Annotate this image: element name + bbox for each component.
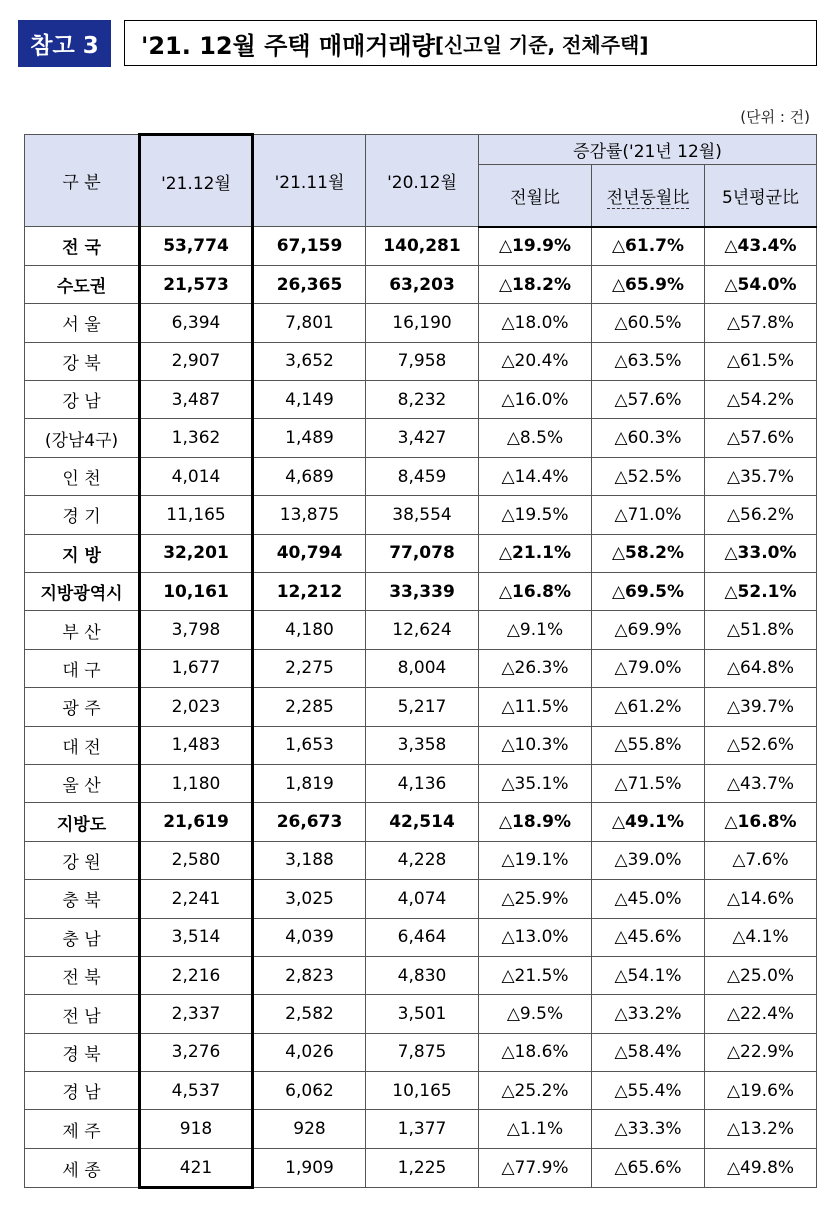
value-2112-cell: 2,241: [140, 880, 253, 918]
region-cell: 수도권: [25, 265, 140, 303]
five-year-avg-cell: △57.6%: [705, 419, 817, 457]
table-row: [25, 1148, 817, 1187]
value-2111-cell: 4,149: [253, 381, 366, 419]
mom-rate-cell: △9.1%: [479, 611, 592, 649]
value-2112-cell: 1,483: [140, 726, 253, 764]
value-2112-cell: 3,276: [140, 1033, 253, 1071]
mom-rate-cell: △8.5%: [479, 419, 592, 457]
value-2111-cell: 26,673: [253, 803, 366, 841]
header-yoy: [592, 165, 705, 227]
table-row: [25, 688, 817, 726]
value-2111-cell: 4,180: [253, 611, 366, 649]
five-year-avg-cell: △16.8%: [705, 803, 817, 841]
reference-tag: 참고 3: [18, 20, 111, 67]
five-year-avg-cell: △25.0%: [705, 956, 817, 994]
mom-rate-cell: △20.4%: [479, 342, 592, 380]
header-2112: '21.12월: [140, 135, 253, 227]
mom-rate-cell: △14.4%: [479, 457, 592, 495]
value-2111-cell: 13,875: [253, 496, 366, 534]
mom-rate-cell: △19.9%: [479, 227, 592, 266]
five-year-avg-cell: △7.6%: [705, 841, 817, 879]
value-2112-cell: 11,165: [140, 496, 253, 534]
value-2012-cell: 6,464: [366, 918, 479, 956]
table-row: [25, 381, 817, 419]
value-2111-cell: 2,275: [253, 649, 366, 687]
value-2111-cell: 928: [253, 1110, 366, 1148]
region-cell: 전 국: [25, 227, 140, 266]
value-2012-cell: 3,501: [366, 995, 479, 1033]
mom-rate-cell: △16.8%: [479, 573, 592, 611]
value-2012-cell: 63,203: [366, 265, 479, 303]
mom-rate-cell: △18.6%: [479, 1033, 592, 1071]
value-2112-cell: 21,573: [140, 265, 253, 303]
value-2012-cell: 10,165: [366, 1072, 479, 1110]
table-body: [25, 227, 817, 1188]
five-year-avg-cell: △22.4%: [705, 995, 817, 1033]
value-2012-cell: 7,875: [366, 1033, 479, 1071]
value-2012-cell: 16,190: [366, 304, 479, 342]
region-cell: 충 남: [25, 918, 140, 956]
value-2112-cell: 3,487: [140, 381, 253, 419]
yoy-rate-cell: △57.6%: [592, 381, 705, 419]
table-row: [25, 611, 817, 649]
mom-rate-cell: △25.9%: [479, 880, 592, 918]
mom-rate-cell: △10.3%: [479, 726, 592, 764]
table-row: [25, 1033, 817, 1071]
region-cell: 전 남: [25, 995, 140, 1033]
value-2012-cell: 7,958: [366, 342, 479, 380]
table-row: [25, 265, 817, 303]
yoy-rate-cell: △69.9%: [592, 611, 705, 649]
five-year-avg-cell: △54.2%: [705, 381, 817, 419]
mom-rate-cell: △16.0%: [479, 381, 592, 419]
header-region: 구 분: [25, 135, 140, 227]
region-cell: 부 산: [25, 611, 140, 649]
value-2012-cell: 8,004: [366, 649, 479, 687]
value-2012-cell: 42,514: [366, 803, 479, 841]
region-cell: 충 북: [25, 880, 140, 918]
value-2112-cell: 2,216: [140, 956, 253, 994]
mom-rate-cell: △77.9%: [479, 1148, 592, 1187]
region-cell: 세 종: [25, 1148, 140, 1187]
yoy-rate-cell: △54.1%: [592, 956, 705, 994]
value-2012-cell: 5,217: [366, 688, 479, 726]
header-mom: 전월比: [479, 165, 592, 227]
five-year-avg-cell: △52.1%: [705, 573, 817, 611]
five-year-avg-cell: △39.7%: [705, 688, 817, 726]
value-2112-cell: 53,774: [140, 227, 253, 266]
five-year-avg-cell: △57.8%: [705, 304, 817, 342]
value-2112-cell: 4,014: [140, 457, 253, 495]
table-row: [25, 227, 817, 266]
value-2111-cell: 6,062: [253, 1072, 366, 1110]
mom-rate-cell: △18.9%: [479, 803, 592, 841]
yoy-rate-cell: △33.2%: [592, 995, 705, 1033]
value-2012-cell: 12,624: [366, 611, 479, 649]
five-year-avg-cell: △22.9%: [705, 1033, 817, 1071]
table-row: [25, 803, 817, 841]
five-year-avg-cell: △13.2%: [705, 1110, 817, 1148]
five-year-avg-cell: △49.8%: [705, 1148, 817, 1187]
value-2111-cell: 4,039: [253, 918, 366, 956]
region-cell: 강 남: [25, 381, 140, 419]
value-2111-cell: 1,819: [253, 764, 366, 802]
table-row: [25, 995, 817, 1033]
value-2111-cell: 1,653: [253, 726, 366, 764]
mom-rate-cell: △25.2%: [479, 1072, 592, 1110]
unit-note: (단위 : 건): [740, 108, 810, 126]
value-2012-cell: 8,232: [366, 381, 479, 419]
five-year-avg-cell: △64.8%: [705, 649, 817, 687]
value-2111-cell: 3,025: [253, 880, 366, 918]
five-year-avg-cell: △54.0%: [705, 265, 817, 303]
title-text: '21. 12월 주택 매매거래량: [141, 31, 435, 60]
table-row: [25, 726, 817, 764]
value-2012-cell: 3,358: [366, 726, 479, 764]
yoy-rate-cell: △69.5%: [592, 573, 705, 611]
value-2111-cell: 3,188: [253, 841, 366, 879]
value-2111-cell: 26,365: [253, 265, 366, 303]
header-5y-avg: 5년평균比: [705, 165, 817, 227]
five-year-avg-cell: △35.7%: [705, 457, 817, 495]
yoy-rate-cell: △52.5%: [592, 457, 705, 495]
region-cell: 대 구: [25, 649, 140, 687]
value-2112-cell: 4,537: [140, 1072, 253, 1110]
value-2012-cell: 33,339: [366, 573, 479, 611]
five-year-avg-cell: △56.2%: [705, 496, 817, 534]
region-cell: 경 남: [25, 1072, 140, 1110]
table-row: [25, 649, 817, 687]
table-row: [25, 573, 817, 611]
region-cell: 제 주: [25, 1110, 140, 1148]
mom-rate-cell: △35.1%: [479, 764, 592, 802]
yoy-rate-cell: △65.9%: [592, 265, 705, 303]
five-year-avg-cell: △19.6%: [705, 1072, 817, 1110]
value-2111-cell: 1,909: [253, 1148, 366, 1187]
mom-rate-cell: △18.2%: [479, 265, 592, 303]
value-2012-cell: 140,281: [366, 227, 479, 266]
region-cell: 서 울: [25, 304, 140, 342]
yoy-rate-cell: △63.5%: [592, 342, 705, 380]
mom-rate-cell: △9.5%: [479, 995, 592, 1033]
header-change-rate: 증감률('21년 12월): [479, 135, 817, 165]
value-2112-cell: 3,514: [140, 918, 253, 956]
mom-rate-cell: △19.5%: [479, 496, 592, 534]
value-2012-cell: 8,459: [366, 457, 479, 495]
yoy-rate-cell: △39.0%: [592, 841, 705, 879]
mom-rate-cell: △26.3%: [479, 649, 592, 687]
yoy-rate-cell: △60.5%: [592, 304, 705, 342]
value-2111-cell: 4,026: [253, 1033, 366, 1071]
region-cell: 경 북: [25, 1033, 140, 1071]
value-2012-cell: 38,554: [366, 496, 479, 534]
table-row: [25, 1072, 817, 1110]
region-cell: 지 방: [25, 534, 140, 572]
table-row: [25, 880, 817, 918]
five-year-avg-cell: △4.1%: [705, 918, 817, 956]
value-2012-cell: 1,377: [366, 1110, 479, 1148]
value-2112-cell: 6,394: [140, 304, 253, 342]
yoy-rate-cell: △61.2%: [592, 688, 705, 726]
table-row: [25, 841, 817, 879]
value-2112-cell: 2,023: [140, 688, 253, 726]
table-row: [25, 419, 817, 457]
yoy-rate-cell: △45.0%: [592, 880, 705, 918]
transaction-table: [24, 133, 817, 1189]
value-2112-cell: 2,580: [140, 841, 253, 879]
table-row: [25, 457, 817, 495]
value-2112-cell: 421: [140, 1148, 253, 1187]
value-2111-cell: 7,801: [253, 304, 366, 342]
mom-rate-cell: △1.1%: [479, 1110, 592, 1148]
mom-rate-cell: △19.1%: [479, 841, 592, 879]
region-cell: 광 주: [25, 688, 140, 726]
yoy-rate-cell: △65.6%: [592, 1148, 705, 1187]
title-subtitle: [신고일 기준, 전체주택]: [434, 32, 649, 57]
mom-rate-cell: △11.5%: [479, 688, 592, 726]
table-row: [25, 764, 817, 802]
value-2112-cell: 2,337: [140, 995, 253, 1033]
value-2112-cell: 21,619: [140, 803, 253, 841]
value-2112-cell: 32,201: [140, 534, 253, 572]
yoy-rate-cell: △33.3%: [592, 1110, 705, 1148]
yoy-rate-cell: △45.6%: [592, 918, 705, 956]
value-2012-cell: 4,228: [366, 841, 479, 879]
value-2111-cell: 1,489: [253, 419, 366, 457]
yoy-rate-cell: △60.3%: [592, 419, 705, 457]
region-cell: 지방광역시: [25, 573, 140, 611]
value-2111-cell: 3,652: [253, 342, 366, 380]
five-year-avg-cell: △52.6%: [705, 726, 817, 764]
value-2111-cell: 2,823: [253, 956, 366, 994]
value-2112-cell: 918: [140, 1110, 253, 1148]
yoy-rate-cell: △71.5%: [592, 764, 705, 802]
region-cell: 인 천: [25, 457, 140, 495]
five-year-avg-cell: △14.6%: [705, 880, 817, 918]
five-year-avg-cell: △33.0%: [705, 534, 817, 572]
value-2111-cell: 67,159: [253, 227, 366, 266]
five-year-avg-cell: △43.4%: [705, 227, 817, 266]
table-row: [25, 496, 817, 534]
yoy-rate-cell: △55.8%: [592, 726, 705, 764]
table-row: [25, 304, 817, 342]
header-2111: '21.11월: [253, 135, 366, 227]
table-row: [25, 534, 817, 572]
table-row: [25, 1110, 817, 1148]
page-title: [124, 20, 817, 66]
value-2012-cell: 4,136: [366, 764, 479, 802]
value-2111-cell: 12,212: [253, 573, 366, 611]
yoy-rate-cell: △79.0%: [592, 649, 705, 687]
value-2112-cell: 3,798: [140, 611, 253, 649]
region-cell: 대 전: [25, 726, 140, 764]
table-row: [25, 956, 817, 994]
region-cell: 지방도: [25, 803, 140, 841]
value-2111-cell: 2,582: [253, 995, 366, 1033]
region-cell: 경 기: [25, 496, 140, 534]
mom-rate-cell: △18.0%: [479, 304, 592, 342]
value-2012-cell: 4,074: [366, 880, 479, 918]
value-2012-cell: 3,427: [366, 419, 479, 457]
value-2012-cell: 77,078: [366, 534, 479, 572]
header-yoy-label: 전년동월比: [606, 187, 690, 208]
yoy-rate-cell: △71.0%: [592, 496, 705, 534]
yoy-rate-cell: △55.4%: [592, 1072, 705, 1110]
value-2112-cell: 1,180: [140, 764, 253, 802]
region-cell: 전 북: [25, 956, 140, 994]
header-2012: '20.12월: [366, 135, 479, 227]
yoy-rate-cell: △49.1%: [592, 803, 705, 841]
region-cell: 강 북: [25, 342, 140, 380]
yoy-rate-cell: △58.4%: [592, 1033, 705, 1071]
value-2012-cell: 4,830: [366, 956, 479, 994]
region-cell: 울 산: [25, 764, 140, 802]
value-2111-cell: 40,794: [253, 534, 366, 572]
value-2111-cell: 4,689: [253, 457, 366, 495]
mom-rate-cell: △21.1%: [479, 534, 592, 572]
value-2012-cell: 1,225: [366, 1148, 479, 1187]
yoy-rate-cell: △61.7%: [592, 227, 705, 266]
value-2111-cell: 2,285: [253, 688, 366, 726]
five-year-avg-cell: △61.5%: [705, 342, 817, 380]
region-cell: 강 원: [25, 841, 140, 879]
mom-rate-cell: △13.0%: [479, 918, 592, 956]
value-2112-cell: 1,677: [140, 649, 253, 687]
table-row: [25, 918, 817, 956]
region-cell: (강남4구): [25, 419, 140, 457]
five-year-avg-cell: △51.8%: [705, 611, 817, 649]
five-year-avg-cell: △43.7%: [705, 764, 817, 802]
yoy-rate-cell: △58.2%: [592, 534, 705, 572]
table-row: [25, 342, 817, 380]
mom-rate-cell: △21.5%: [479, 956, 592, 994]
value-2112-cell: 2,907: [140, 342, 253, 380]
value-2112-cell: 10,161: [140, 573, 253, 611]
value-2112-cell: 1,362: [140, 419, 253, 457]
